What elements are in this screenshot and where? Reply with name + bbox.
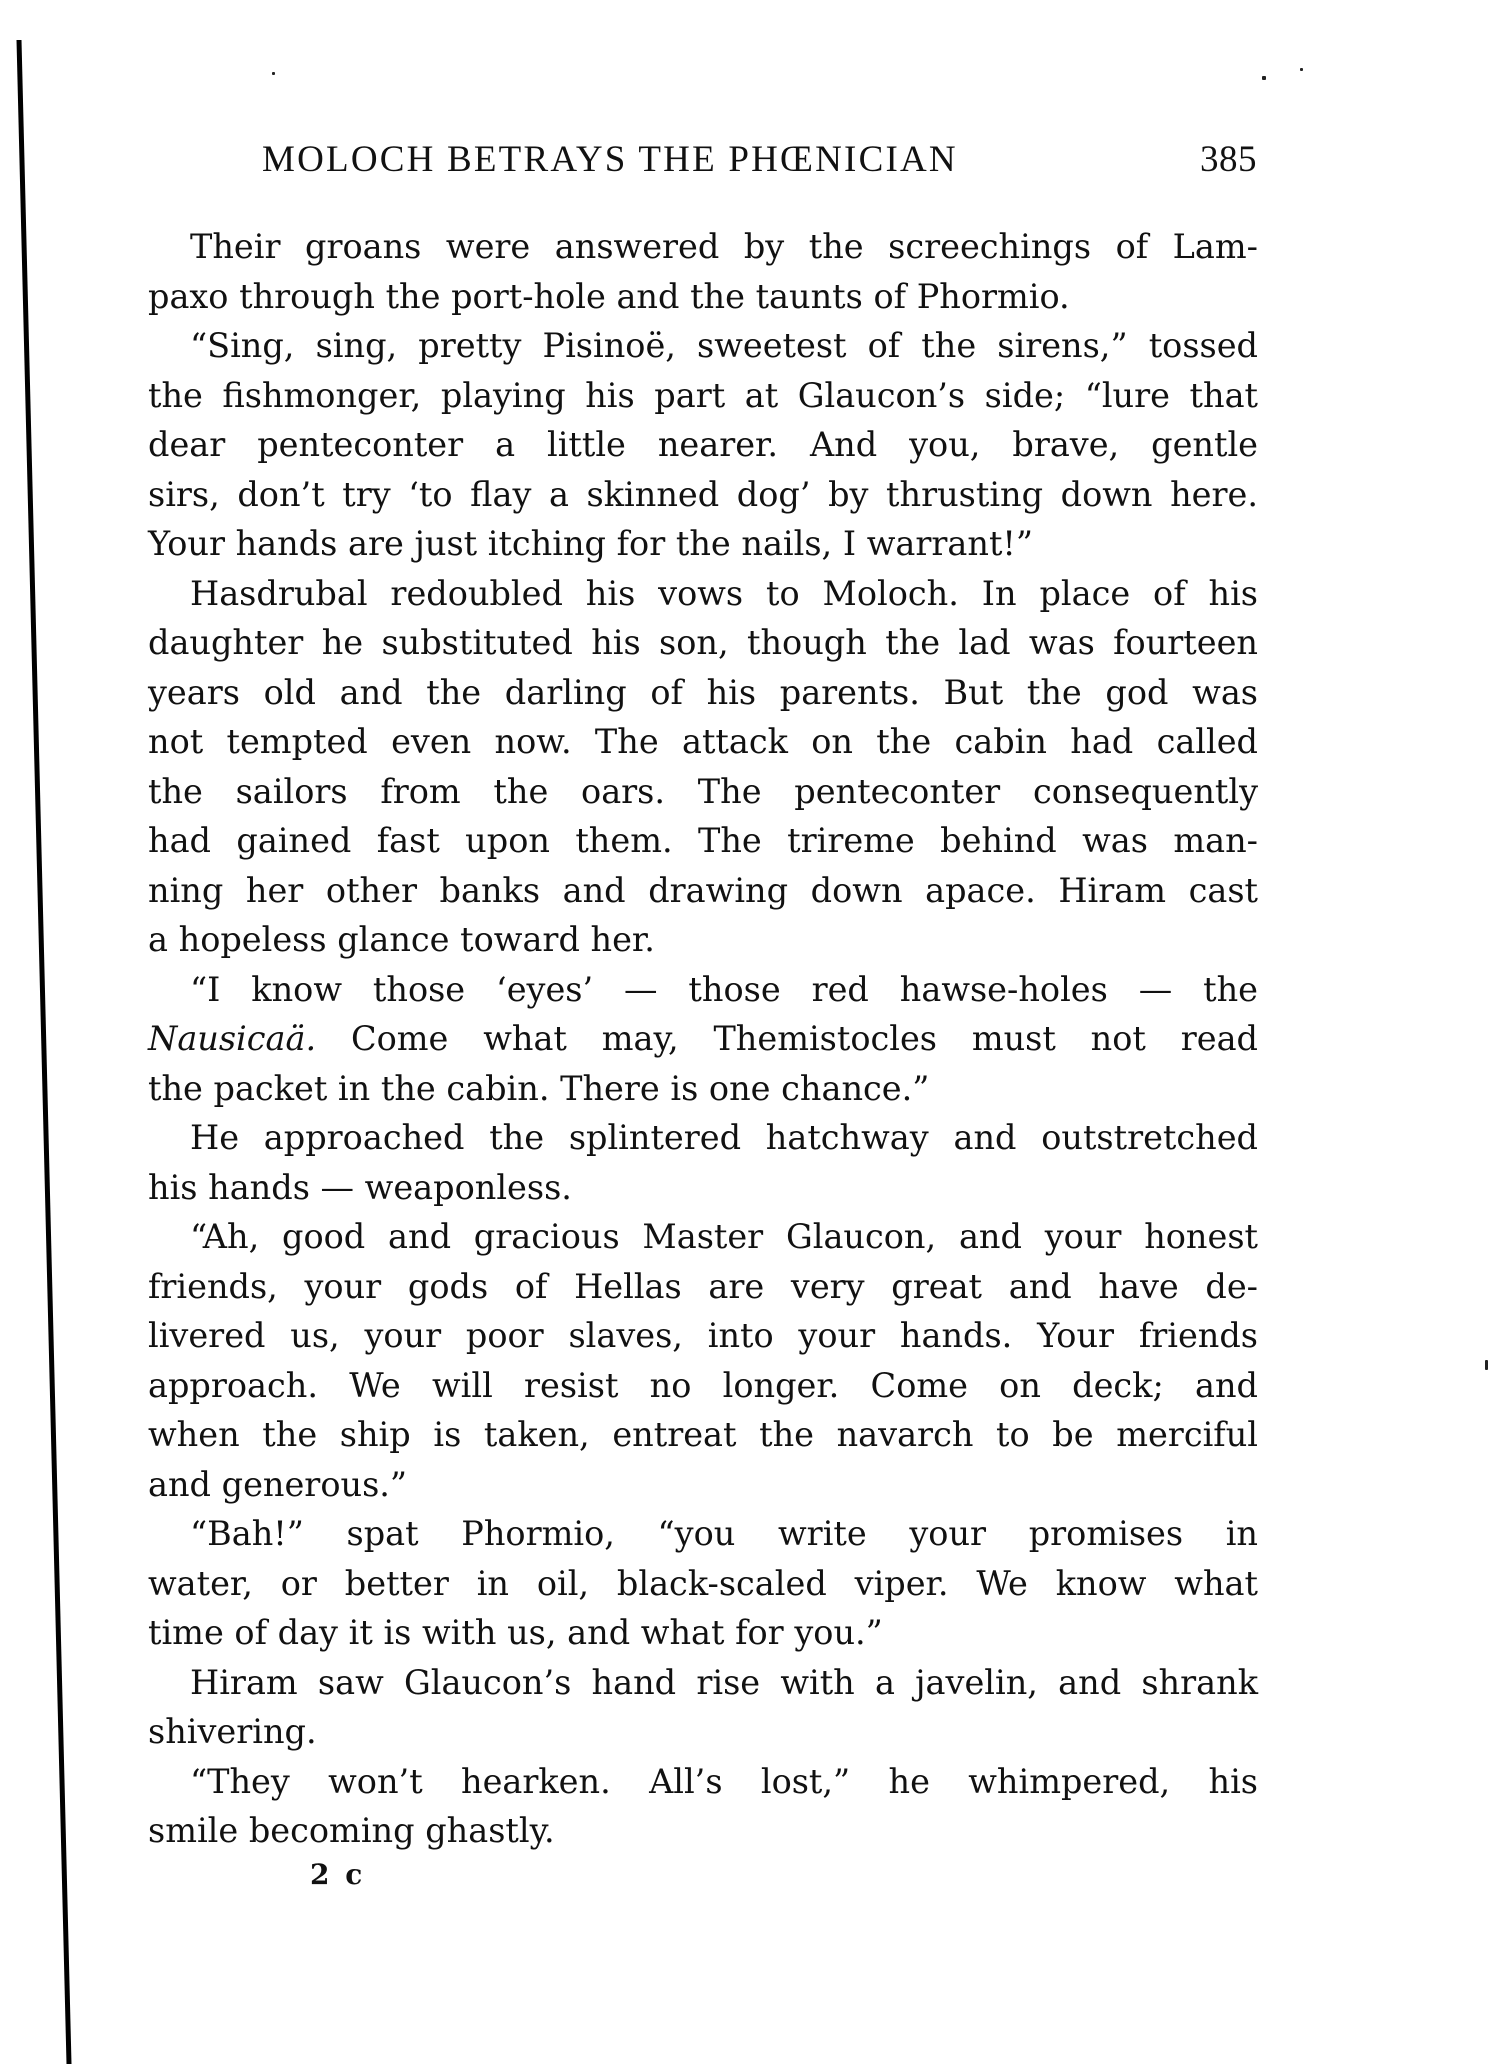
scan-speck	[1485, 1360, 1488, 1370]
page-edge-stroke	[19, 40, 69, 2064]
text-line-content: Come what may, Themistocles must not read	[316, 1019, 1258, 1058]
text-line: smile becoming ghastly.	[148, 1811, 555, 1850]
text-line: a hopeless glance toward her.	[148, 920, 655, 959]
signature-mark: 2 c	[310, 1858, 366, 1891]
text-line: He approached the splintered hatchway and outstretched	[190, 1118, 1258, 1157]
text-line: dear penteconter a little nearer. And you, brave, gentle	[148, 425, 1258, 464]
text-line: the fishmonger, playing his part at Glaucon’s side; “lure that	[148, 375, 1258, 415]
page-number: 385	[1200, 139, 1257, 180]
text-line: the sailors from the oars. The penteconter consequently	[148, 771, 1258, 811]
text-line: and generous.”	[148, 1464, 408, 1504]
text-line: “I know those ‘eyes’ — those red hawse-holes — the	[190, 969, 1258, 1009]
text-line: had gained fast upon them. The trireme behind was man-	[148, 821, 1258, 860]
text-line: livered us, your poor slaves, into your hands. Your friends	[148, 1316, 1258, 1355]
text-line: paxo through the port-hole and the taunts of Phormio.	[148, 276, 1070, 316]
text-line	[148, 1014, 1258, 1064]
text-line: ning her other banks and drawing down apace. Hiram cast	[148, 870, 1258, 910]
chapter-title: MOLOCH BETRAYS THE PHŒNICIAN	[262, 139, 958, 180]
running-head	[262, 138, 1257, 184]
scan-speck	[272, 72, 275, 75]
text-line: Hiram saw Glaucon’s hand rise with a javelin, and shrank	[190, 1662, 1258, 1702]
text-line: Your hands are just itching for the nails, I warrant!”	[148, 524, 1034, 563]
text-line: sirs, don’t try ‘to flay a skinned dog’ by thrusting down here.	[148, 474, 1258, 514]
text-line: the packet in the cabin. There is one chance.”	[148, 1068, 930, 1108]
text-line: when the ship is taken, entreat the navarch to be merciful	[148, 1415, 1258, 1454]
text-line: shivering.	[148, 1712, 317, 1751]
text-line: daughter he substituted his son, though the lad was fourteen	[148, 623, 1258, 662]
text-line: “Bah!” spat Phormio, “you write your promises in	[190, 1514, 1258, 1553]
text-line: Hasdrubal redoubled his vows to Moloch. In place of his	[190, 573, 1258, 613]
scan-speck	[1262, 76, 1266, 80]
text-line: “They won’t hearken. All’s lost,” he whimpered, his	[190, 1761, 1258, 1801]
text-line: years old and the darling of his parents. But the god was	[148, 672, 1258, 712]
text-line: time of day it is with us, and what for you.”	[148, 1613, 883, 1652]
text-line: his hands — weaponless.	[148, 1167, 572, 1207]
text-line: water, or better in oil, black-scaled viper. We know what	[148, 1563, 1258, 1603]
body-text	[148, 222, 1258, 1856]
text-line: approach. We will resist no longer. Come on deck; and	[148, 1365, 1258, 1405]
text-line: Their groans were answered by the screechings of Lam-	[190, 227, 1258, 266]
text-line: “Sing, sing, pretty Pisinoë, sweetest of the sirens,” tossed	[190, 326, 1258, 365]
italic-ship-name: Nausicaä.	[148, 1019, 317, 1058]
text-line: “Ah, good and gracious Master Glaucon, and your honest	[190, 1217, 1258, 1256]
scan-speck	[1300, 68, 1303, 71]
text-line: friends, your gods of Hellas are very great and have de-	[148, 1266, 1258, 1306]
text-line: not tempted even now. The attack on the cabin had called	[148, 722, 1258, 761]
